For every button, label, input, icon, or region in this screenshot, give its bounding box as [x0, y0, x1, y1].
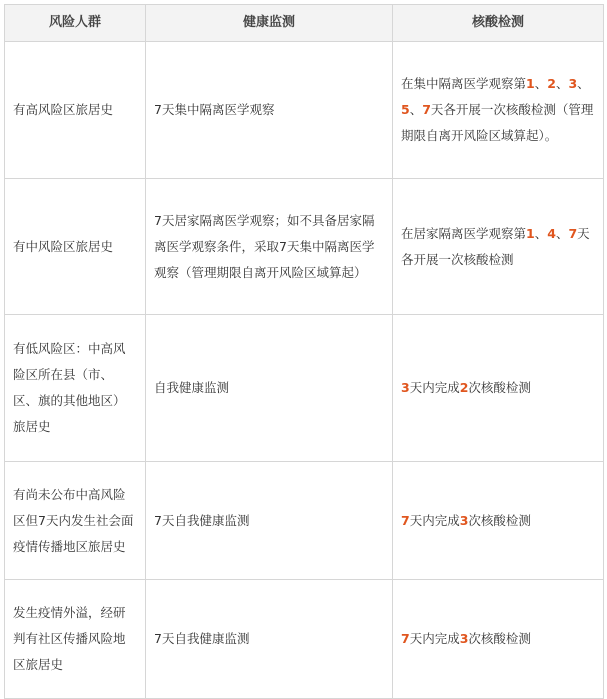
header-health-monitoring: 健康监测	[146, 5, 393, 42]
testing-text: 、	[409, 102, 423, 117]
testing-text: 、	[534, 225, 548, 241]
population-cell: 有尚未公布中高风险区但7天内发生社会面疫情传播地区旅居史	[5, 462, 146, 580]
highlight-number: 4	[547, 225, 556, 241]
highlight-number: 7	[401, 631, 410, 646]
monitoring-cell: 自我健康监测	[146, 315, 393, 462]
monitoring-cell: 7天自我健康监测	[146, 462, 393, 580]
testing-cell	[393, 179, 604, 315]
testing-text: 、	[577, 76, 590, 91]
table-row	[5, 315, 604, 462]
testing-cell	[393, 462, 604, 580]
table-row	[5, 179, 604, 315]
testing-text: 、	[555, 225, 569, 241]
header-population: 风险人群	[5, 5, 146, 42]
highlight-number: 3	[401, 380, 410, 395]
testing-text: 次核酸检测	[468, 380, 531, 395]
highlight-number: 3	[459, 631, 469, 646]
population-cell: 有中风险区旅居史	[5, 179, 146, 315]
highlight-number: 1	[526, 225, 535, 241]
testing-text: 次核酸检测	[468, 512, 531, 528]
table-header-row	[5, 5, 604, 42]
testing-text: 、	[555, 76, 569, 91]
testing-text: 天各开展一次核酸检测（管理期限自离开风险区域算起）。	[401, 102, 594, 143]
table-row	[5, 462, 604, 580]
testing-text: 次核酸检测	[468, 631, 531, 646]
table-row	[5, 580, 604, 699]
population-cell: 有低风险区：中高风险区所在县（市、区、旗的其他地区）旅居史	[5, 315, 146, 462]
testing-cell	[393, 42, 604, 179]
highlight-number: 5	[401, 102, 410, 117]
testing-text: 天各开展一次核酸检测	[401, 225, 590, 267]
highlight-number: 7	[568, 225, 578, 241]
testing-cell	[393, 580, 604, 699]
monitoring-cell: 7天自我健康监测	[146, 580, 393, 699]
highlight-number: 2	[547, 76, 556, 91]
monitoring-cell: 7天集中隔离医学观察	[146, 42, 393, 179]
highlight-number: 7	[422, 102, 431, 117]
table-row	[5, 42, 604, 179]
testing-text: 在居家隔离医学观察第	[401, 225, 527, 241]
highlight-number: 1	[526, 76, 535, 91]
population-cell: 有高风险区旅居史	[5, 42, 146, 179]
risk-policy-table	[4, 4, 604, 699]
testing-text: 天内完成	[409, 512, 460, 528]
highlight-number: 7	[401, 512, 410, 528]
highlight-number: 3	[568, 76, 578, 91]
population-cell: 发生疫情外溢，经研判有社区传播风险地区旅居史	[5, 580, 146, 699]
highlight-number: 3	[459, 512, 469, 528]
header-nucleic-testing: 核酸检测	[393, 5, 604, 42]
testing-text: 、	[534, 76, 548, 91]
highlight-number: 2	[459, 380, 469, 395]
monitoring-cell: 7天居家隔离医学观察；如不具备居家隔离医学观察条件，采取7天集中隔离医学观察（管理期限自离开风险区域算起）	[146, 179, 393, 315]
testing-text: 天内完成	[409, 631, 460, 646]
testing-cell	[393, 315, 604, 462]
testing-text: 天内完成	[409, 380, 460, 395]
testing-text: 在集中隔离医学观察第	[401, 76, 527, 91]
